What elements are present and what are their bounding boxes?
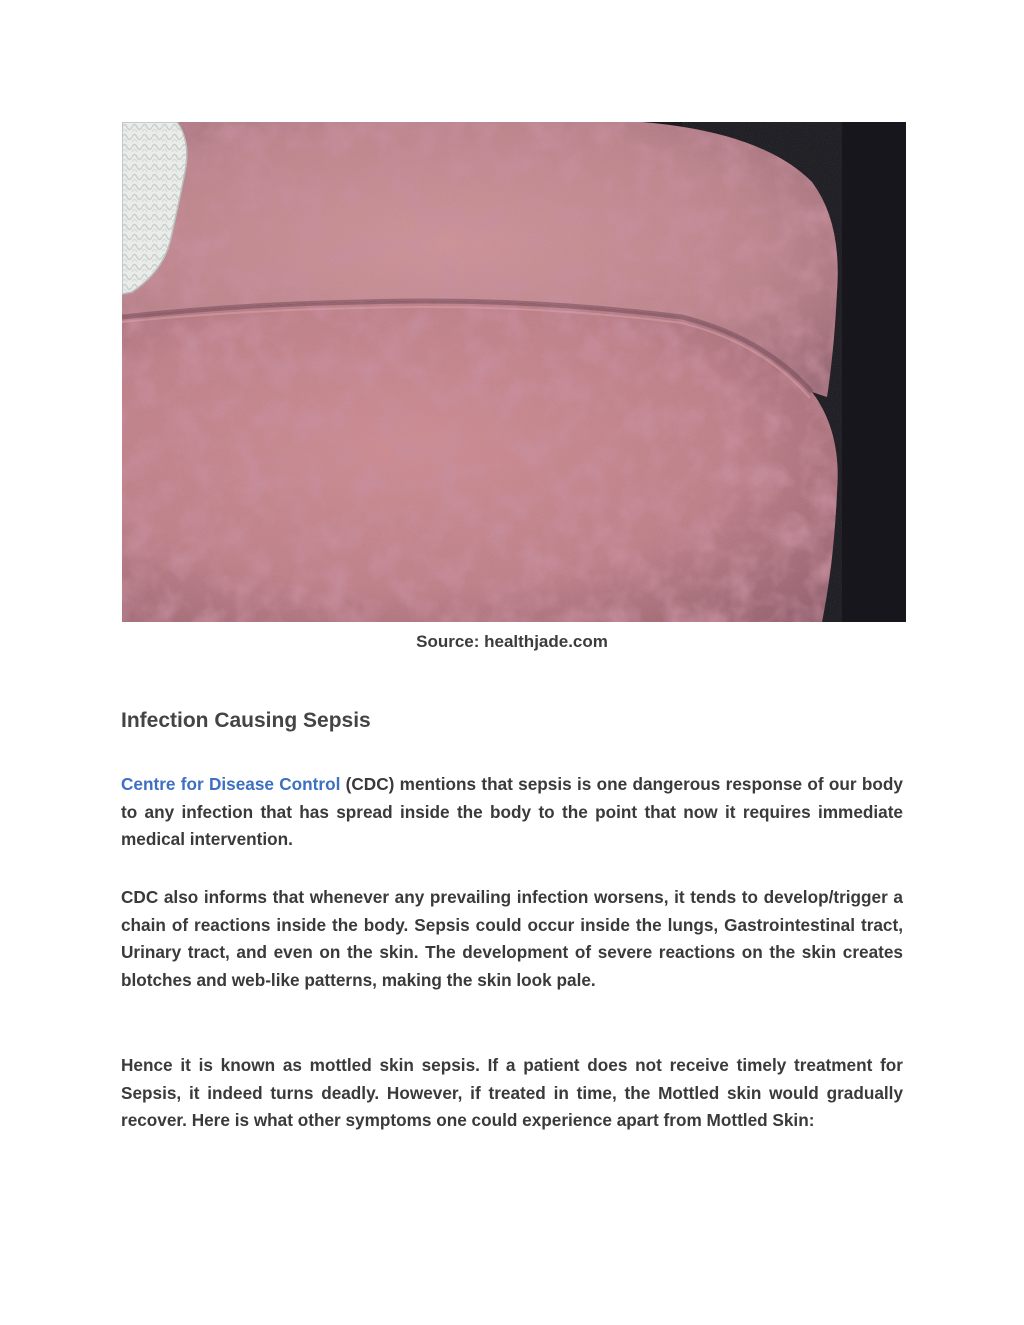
image-caption: Source: healthjade.com xyxy=(416,632,608,651)
cdc-link[interactable]: Centre for Disease Control xyxy=(121,774,341,794)
mottled-skin-illustration xyxy=(122,122,906,622)
section-heading: Infection Causing Sepsis xyxy=(121,709,371,732)
paragraph-mottled-skin: Hence it is known as mottled skin sepsis. If a patient does not receive timely treatment for Sepsis, it indeed turns deadly. However, if treated in time, the Mottled skin would gradually recover. Here is what other symptoms one could experience apart from Mottled Skin: xyxy=(121,1055,903,1131)
paragraph-cdc-informs: CDC also informs that whenever any prevailing infection worsens, it tends to develop/trigger a chain of reactions inside the body. Sepsis could occur inside the lungs, Gastrointestinal tract, Urinary tract, and even on the skin. The development of severe reactions on the skin creates blotches and web-like patterns, making the skin look pale. xyxy=(121,887,903,991)
paragraph-cdc-definition xyxy=(121,771,903,854)
mottled-skin-photo xyxy=(122,122,906,622)
paragraph-text: (CDC) mentions that sepsis is one dangerous response of our body to any infection that has spread inside the body to the point that now it requires immediate medical intervention. xyxy=(121,774,903,850)
